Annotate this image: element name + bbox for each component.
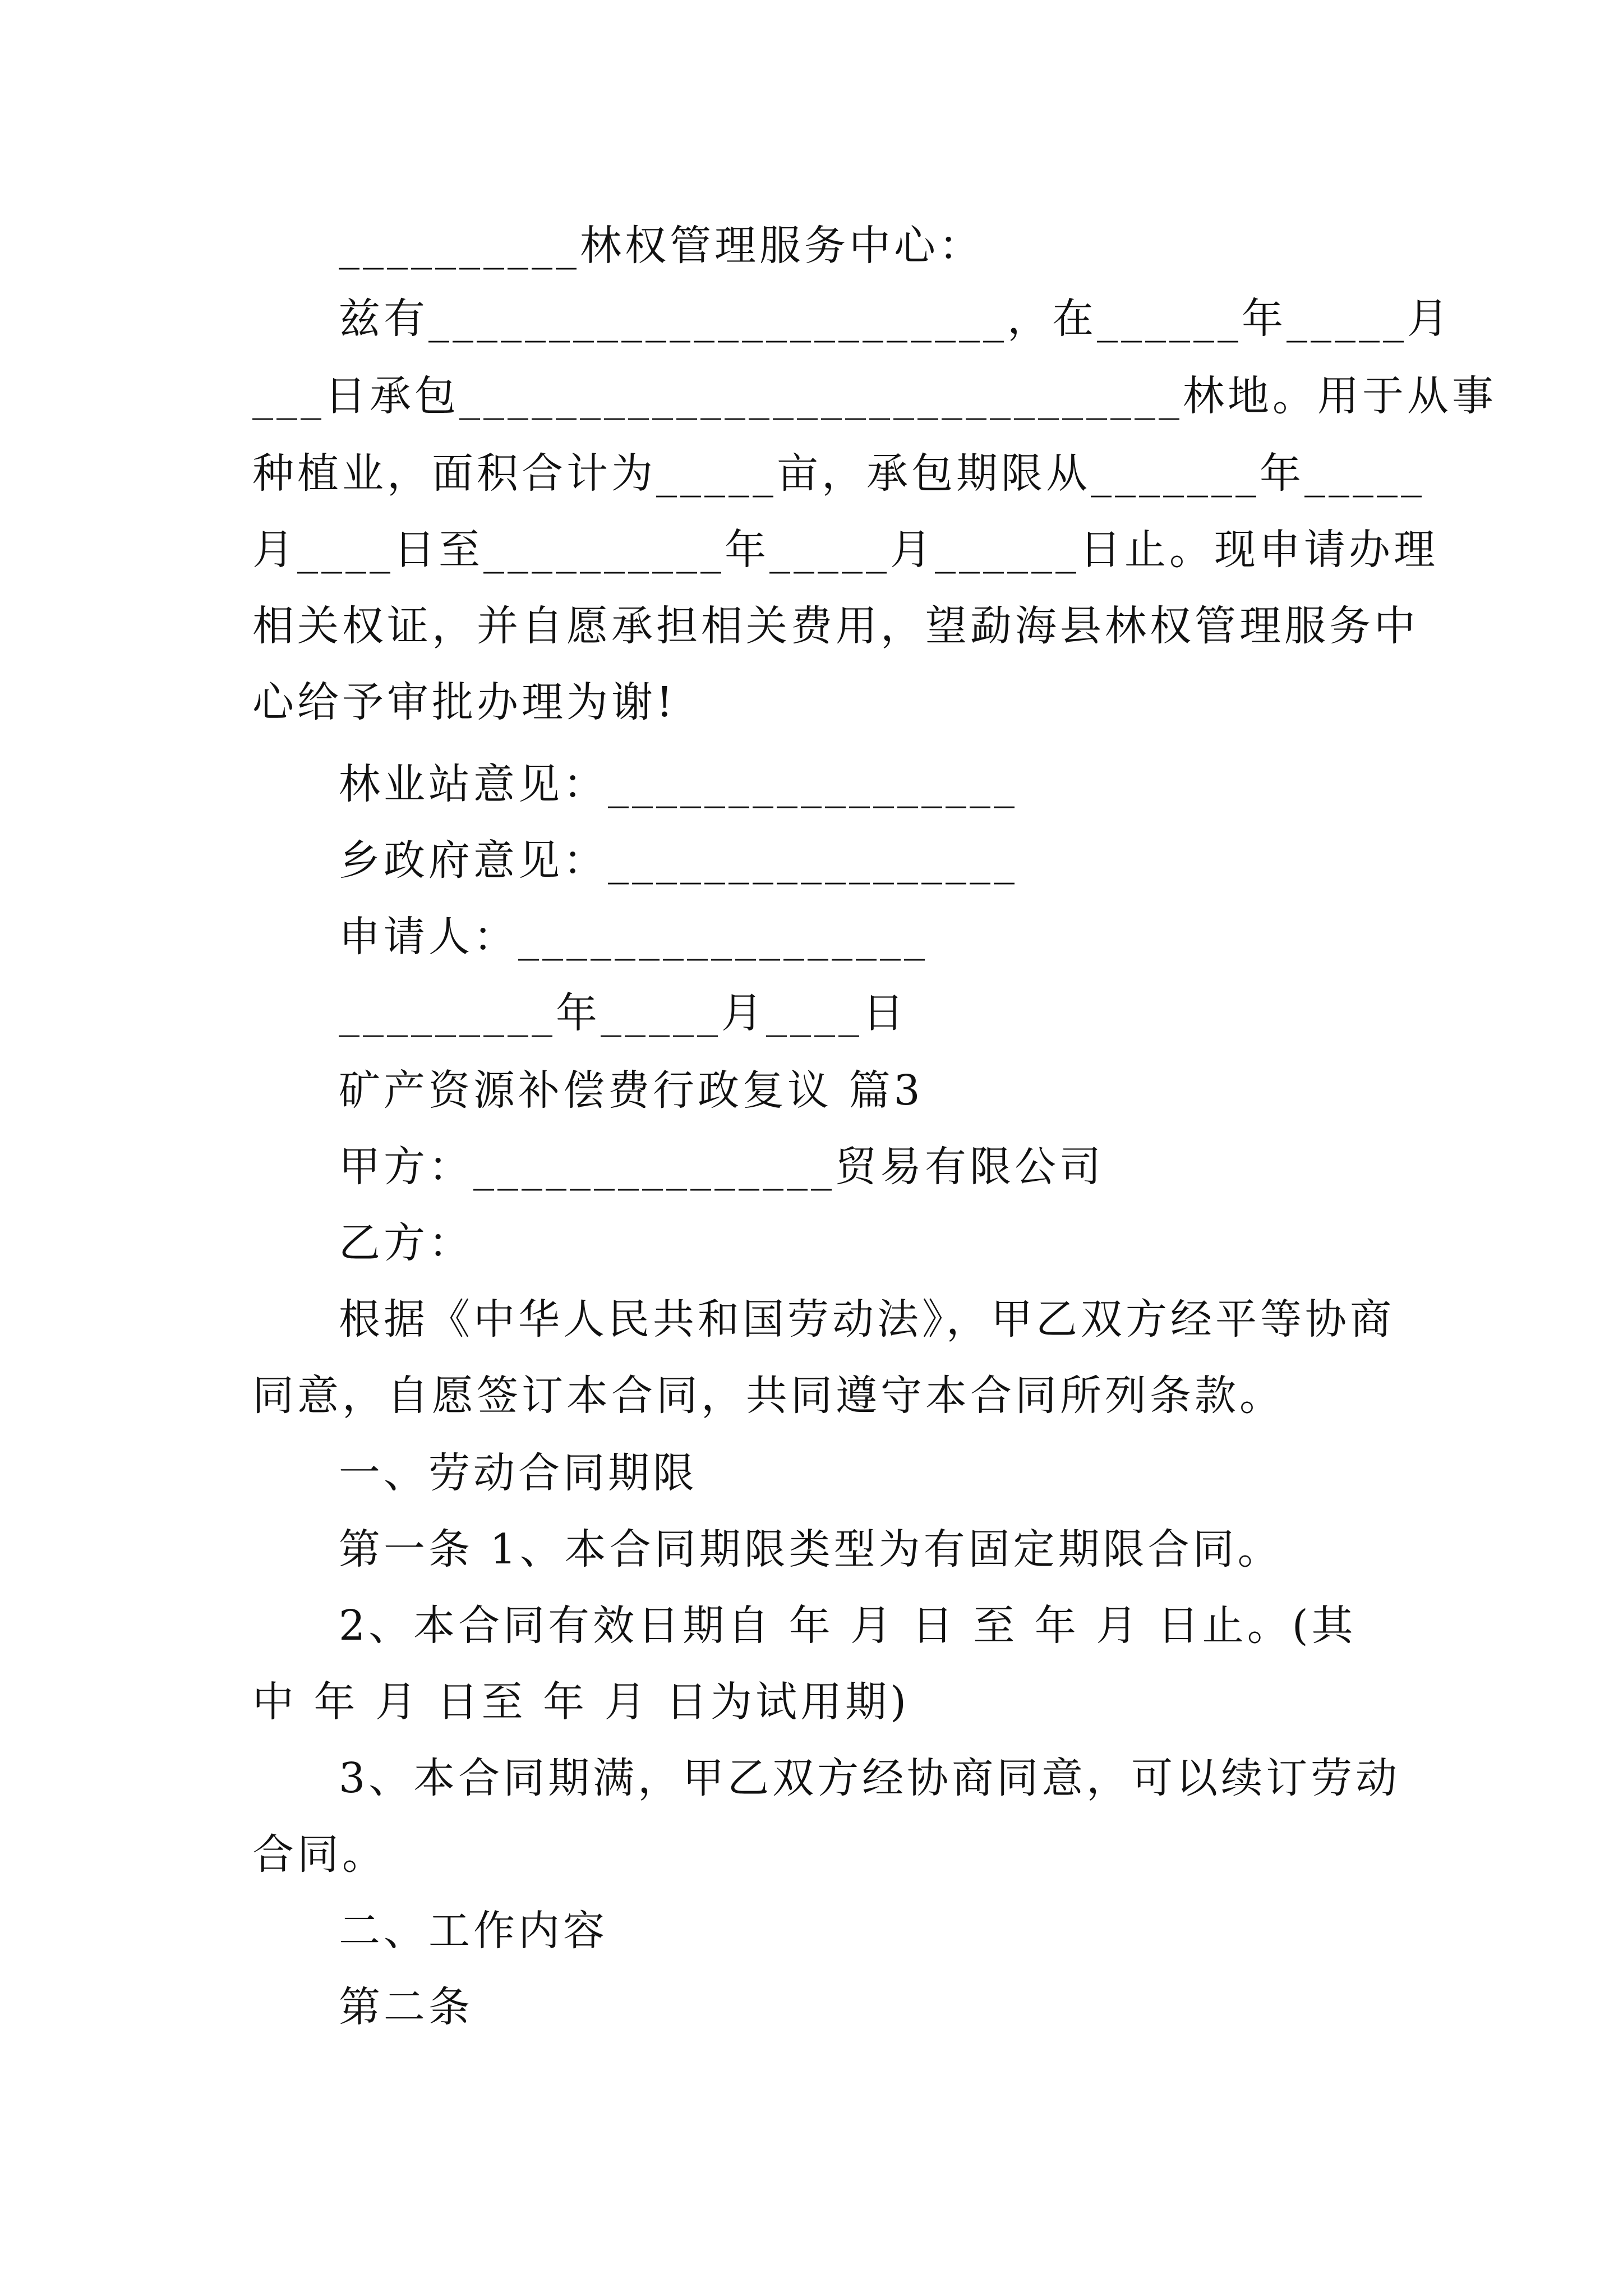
paragraph-line: 种植业，面积合计为_____亩，承包期限从_______年_____ [252, 449, 1425, 498]
clause-line: 第二条 [339, 1983, 473, 2031]
party-b-line: 乙方： [339, 1219, 473, 1267]
paragraph-line: 月____日至__________年_____月______日止。现申请办理 [252, 526, 1438, 574]
paragraph-line: 心给予审批办理为谢! [252, 678, 676, 726]
paragraph-line: 相关权证，并自愿承担相关费用，望勐海县林权管理服务中 [252, 602, 1419, 650]
clause-line: 第一条 1、本合同期限类型为有固定期限合同。 [339, 1525, 1283, 1573]
forestry-station-opinion: 林业站意见：_________________ [339, 760, 1018, 808]
clause-line: 合同。 [252, 1830, 387, 1879]
paragraph-line: 根据《中华人民共和国劳动法》，甲乙双方经平等协商 [339, 1295, 1395, 1343]
clause-line: 3、本合同期满，甲乙双方经协商同意，可以续订劳动 [339, 1754, 1401, 1802]
date-line: _________年_____月____日 [339, 989, 907, 1037]
paragraph-line: 同意，自愿签订本合同，共同遵守本合同所列条款。 [252, 1372, 1284, 1420]
clause-heading: 一、劳动合同期限 [339, 1449, 698, 1497]
paragraph-line: 兹有________________________，在______年_____月 [339, 295, 1452, 343]
paragraph-line: ___日承包______________________________林地。用于从事 [252, 372, 1497, 420]
applicant-line: 申请人：_________________ [339, 913, 928, 961]
addressee-line: __________林权管理服务中心： [339, 222, 984, 270]
party-a-line: 甲方：_______________贸易有限公司 [339, 1143, 1104, 1191]
clause-line: 2、本合同有效日期自 年 月 日 至 年 月 日止。(其 [339, 1602, 1357, 1650]
clause-heading: 二、工作内容 [339, 1907, 608, 1955]
section-heading: 矿产资源补偿费行政复议 篇3 [339, 1066, 924, 1115]
clause-line: 中 年 月 日至 年 月 日为试用期) [252, 1678, 910, 1726]
township-opinion: 乡政府意见：_________________ [339, 836, 1018, 885]
